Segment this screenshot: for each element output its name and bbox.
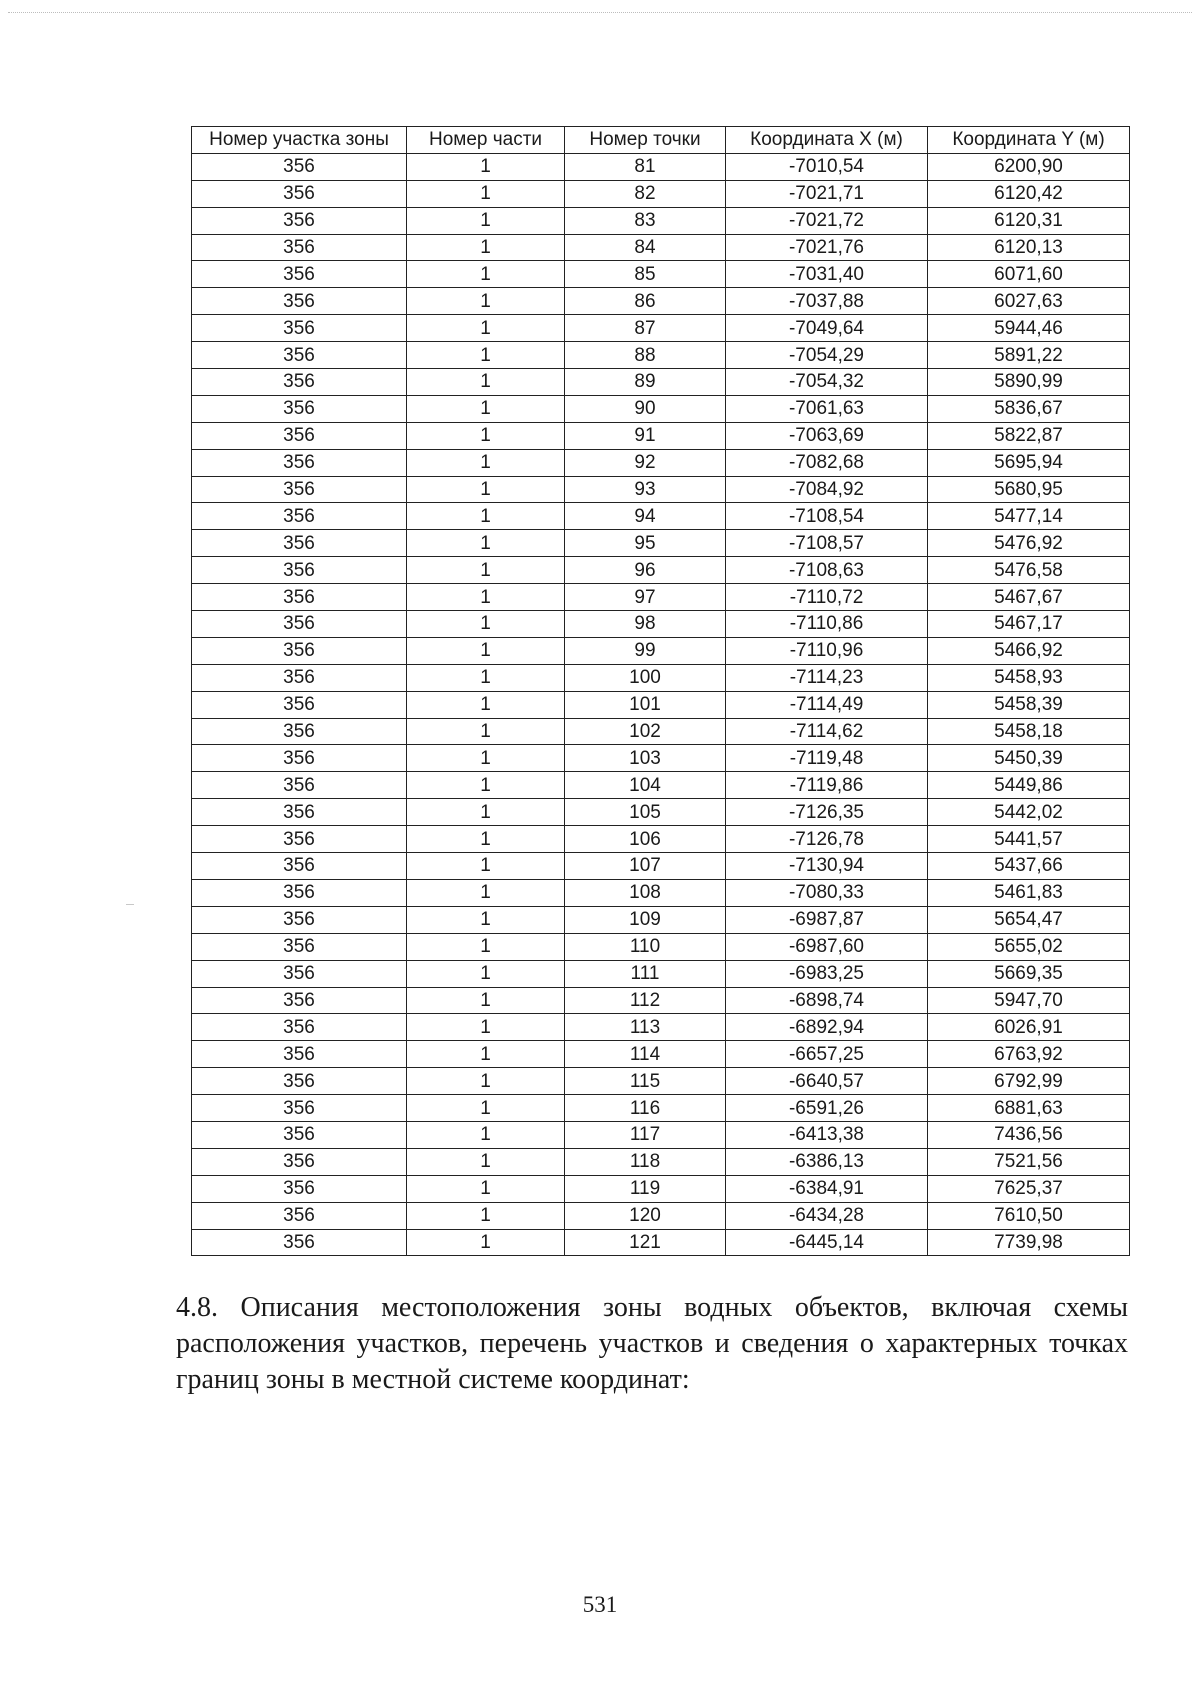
- cell-x: -6386,13: [726, 1148, 928, 1175]
- cell-zone-section: 356: [192, 879, 407, 906]
- cell-point: 105: [565, 799, 726, 826]
- cell-y: 5449,86: [928, 772, 1130, 799]
- cell-x: -7021,71: [726, 180, 928, 207]
- table-row: [192, 826, 1130, 853]
- cell-x: -7082,68: [726, 449, 928, 476]
- cell-x: -7119,86: [726, 772, 928, 799]
- table-row: [192, 261, 1130, 288]
- cell-x: -6892,94: [726, 1014, 928, 1041]
- cell-zone-section: 356: [192, 826, 407, 853]
- cell-x: -7119,48: [726, 745, 928, 772]
- cell-y: 5944,46: [928, 315, 1130, 342]
- cell-y: 5680,95: [928, 476, 1130, 503]
- cell-x: -7063,69: [726, 422, 928, 449]
- cell-point: 98: [565, 611, 726, 638]
- cell-point: 120: [565, 1202, 726, 1229]
- cell-part: 1: [407, 315, 565, 342]
- cell-part: 1: [407, 933, 565, 960]
- cell-zone-section: 356: [192, 180, 407, 207]
- cell-zone-section: 356: [192, 799, 407, 826]
- cell-part: 1: [407, 691, 565, 718]
- cell-point: 108: [565, 879, 726, 906]
- cell-x: -7108,63: [726, 557, 928, 584]
- cell-x: -7010,54: [726, 153, 928, 180]
- cell-point: 106: [565, 826, 726, 853]
- table-row: [192, 879, 1130, 906]
- cell-x: -6898,74: [726, 987, 928, 1014]
- table-row: [192, 1014, 1130, 1041]
- cell-part: 1: [407, 1175, 565, 1202]
- cell-point: 95: [565, 530, 726, 557]
- table-row: [192, 853, 1130, 880]
- cell-point: 97: [565, 584, 726, 611]
- cell-part: 1: [407, 611, 565, 638]
- cell-zone-section: 356: [192, 288, 407, 315]
- table-row: [192, 207, 1130, 234]
- cell-y: 5695,94: [928, 449, 1130, 476]
- cell-zone-section: 356: [192, 449, 407, 476]
- table-row: [192, 906, 1130, 933]
- cell-x: -6987,60: [726, 933, 928, 960]
- cell-point: 92: [565, 449, 726, 476]
- cell-part: 1: [407, 1068, 565, 1095]
- cell-part: 1: [407, 234, 565, 261]
- cell-x: -6657,25: [726, 1041, 928, 1068]
- table-row: [192, 1121, 1130, 1148]
- cell-y: 5476,92: [928, 530, 1130, 557]
- table-row: [192, 1229, 1130, 1256]
- cell-part: 1: [407, 288, 565, 315]
- cell-x: -7114,23: [726, 664, 928, 691]
- table-row: [192, 987, 1130, 1014]
- table-row: [192, 1148, 1130, 1175]
- cell-zone-section: 356: [192, 637, 407, 664]
- table-row: [192, 234, 1130, 261]
- cell-point: 91: [565, 422, 726, 449]
- cell-y: 5947,70: [928, 987, 1130, 1014]
- cell-x: -7080,33: [726, 879, 928, 906]
- header-zone-section-number: Номер участка зоны: [192, 127, 407, 154]
- cell-part: 1: [407, 745, 565, 772]
- cell-y: 6200,90: [928, 153, 1130, 180]
- cell-y: 5477,14: [928, 503, 1130, 530]
- cell-y: 5458,18: [928, 718, 1130, 745]
- cell-y: 5890,99: [928, 369, 1130, 396]
- cell-point: 82: [565, 180, 726, 207]
- cell-part: 1: [407, 180, 565, 207]
- cell-part: 1: [407, 637, 565, 664]
- cell-y: 5450,39: [928, 745, 1130, 772]
- cell-zone-section: 356: [192, 503, 407, 530]
- cell-point: 100: [565, 664, 726, 691]
- cell-part: 1: [407, 1095, 565, 1122]
- cell-y: 5442,02: [928, 799, 1130, 826]
- cell-zone-section: 356: [192, 987, 407, 1014]
- cell-part: 1: [407, 422, 565, 449]
- cell-point: 102: [565, 718, 726, 745]
- table-row: [192, 584, 1130, 611]
- cell-zone-section: 356: [192, 342, 407, 369]
- cell-part: 1: [407, 1229, 565, 1256]
- cell-y: 7739,98: [928, 1229, 1130, 1256]
- cell-part: 1: [407, 342, 565, 369]
- table-row: [192, 1041, 1130, 1068]
- cell-point: 107: [565, 853, 726, 880]
- cell-point: 113: [565, 1014, 726, 1041]
- cell-part: 1: [407, 207, 565, 234]
- cell-point: 87: [565, 315, 726, 342]
- cell-y: 7436,56: [928, 1121, 1130, 1148]
- cell-x: -7110,96: [726, 637, 928, 664]
- scan-mark: [126, 904, 134, 905]
- table-row: [192, 799, 1130, 826]
- cell-part: 1: [407, 584, 565, 611]
- cell-x: -7084,92: [726, 476, 928, 503]
- cell-part: 1: [407, 369, 565, 396]
- cell-point: 117: [565, 1121, 726, 1148]
- cell-x: -7037,88: [726, 288, 928, 315]
- cell-part: 1: [407, 879, 565, 906]
- cell-part: 1: [407, 906, 565, 933]
- cell-zone-section: 356: [192, 772, 407, 799]
- cell-y: 6026,91: [928, 1014, 1130, 1041]
- header-part-number: Номер части: [407, 127, 565, 154]
- cell-point: 99: [565, 637, 726, 664]
- table-row: [192, 772, 1130, 799]
- cell-zone-section: 356: [192, 691, 407, 718]
- cell-x: -7049,64: [726, 315, 928, 342]
- cell-y: 5476,58: [928, 557, 1130, 584]
- cell-zone-section: 356: [192, 207, 407, 234]
- cell-point: 83: [565, 207, 726, 234]
- cell-zone-section: 356: [192, 369, 407, 396]
- table-row: [192, 476, 1130, 503]
- cell-y: 6071,60: [928, 261, 1130, 288]
- cell-part: 1: [407, 557, 565, 584]
- cell-y: 6792,99: [928, 1068, 1130, 1095]
- table-row: [192, 422, 1130, 449]
- table-row: [192, 503, 1130, 530]
- cell-point: 112: [565, 987, 726, 1014]
- cell-part: 1: [407, 826, 565, 853]
- cell-y: 5466,92: [928, 637, 1130, 664]
- cell-point: 89: [565, 369, 726, 396]
- cell-part: 1: [407, 530, 565, 557]
- cell-zone-section: 356: [192, 584, 407, 611]
- cell-y: 7625,37: [928, 1175, 1130, 1202]
- cell-zone-section: 356: [192, 611, 407, 638]
- cell-y: 5458,39: [928, 691, 1130, 718]
- table-row: [192, 637, 1130, 664]
- cell-y: 5655,02: [928, 933, 1130, 960]
- cell-y: 6120,42: [928, 180, 1130, 207]
- table-row: [192, 1202, 1130, 1229]
- cell-x: -6445,14: [726, 1229, 928, 1256]
- cell-part: 1: [407, 261, 565, 288]
- cell-point: 93: [565, 476, 726, 503]
- cell-part: 1: [407, 853, 565, 880]
- table-row: [192, 449, 1130, 476]
- cell-x: -6987,87: [726, 906, 928, 933]
- cell-x: -7114,62: [726, 718, 928, 745]
- header-coordinate-x: Координата X (м): [726, 127, 928, 154]
- cell-zone-section: 356: [192, 1148, 407, 1175]
- cell-x: -7108,57: [726, 530, 928, 557]
- cell-zone-section: 356: [192, 530, 407, 557]
- cell-y: 5467,67: [928, 584, 1130, 611]
- cell-x: -7031,40: [726, 261, 928, 288]
- cell-y: 6120,13: [928, 234, 1130, 261]
- cell-zone-section: 356: [192, 315, 407, 342]
- cell-point: 121: [565, 1229, 726, 1256]
- cell-part: 1: [407, 1121, 565, 1148]
- page-top-border: [8, 12, 1192, 13]
- cell-y: 7610,50: [928, 1202, 1130, 1229]
- cell-x: -7054,32: [726, 369, 928, 396]
- cell-x: -7110,72: [726, 584, 928, 611]
- cell-zone-section: 356: [192, 395, 407, 422]
- cell-zone-section: 356: [192, 1121, 407, 1148]
- cell-part: 1: [407, 799, 565, 826]
- cell-part: 1: [407, 1041, 565, 1068]
- cell-y: 7521,56: [928, 1148, 1130, 1175]
- cell-zone-section: 356: [192, 261, 407, 288]
- table-header-row: [192, 127, 1130, 154]
- cell-y: 6881,63: [928, 1095, 1130, 1122]
- cell-zone-section: 356: [192, 557, 407, 584]
- cell-part: 1: [407, 1202, 565, 1229]
- cell-point: 101: [565, 691, 726, 718]
- cell-x: -6640,57: [726, 1068, 928, 1095]
- cell-point: 104: [565, 772, 726, 799]
- section-heading-paragraph: 4.8. Описания местоположения зоны водных объектов, включая схемы расположения участков, перечень участков и сведения о характерных точках границ зоны в местной системе координат:: [176, 1292, 1128, 1395]
- cell-part: 1: [407, 987, 565, 1014]
- page-number: 531: [582, 1592, 618, 1617]
- cell-y: 5437,66: [928, 853, 1130, 880]
- cell-point: 84: [565, 234, 726, 261]
- cell-y: 5669,35: [928, 960, 1130, 987]
- cell-zone-section: 356: [192, 933, 407, 960]
- table-row: [192, 180, 1130, 207]
- table-row: [192, 718, 1130, 745]
- cell-y: 5836,67: [928, 395, 1130, 422]
- header-point-number: Номер точки: [565, 127, 726, 154]
- cell-x: -7054,29: [726, 342, 928, 369]
- table-body: [192, 153, 1130, 1256]
- cell-y: 5461,83: [928, 879, 1130, 906]
- header-coordinate-y: Координата Y (м): [928, 127, 1130, 154]
- cell-point: 86: [565, 288, 726, 315]
- table-row: [192, 369, 1130, 396]
- table-row: [192, 315, 1130, 342]
- table-row: [192, 557, 1130, 584]
- coordinates-table-container: [191, 126, 1129, 1256]
- cell-zone-section: 356: [192, 718, 407, 745]
- cell-zone-section: 356: [192, 1202, 407, 1229]
- cell-y: 5467,17: [928, 611, 1130, 638]
- cell-point: 109: [565, 906, 726, 933]
- cell-y: 6763,92: [928, 1041, 1130, 1068]
- cell-x: -6384,91: [726, 1175, 928, 1202]
- table-row: [192, 530, 1130, 557]
- cell-y: 6120,31: [928, 207, 1130, 234]
- cell-part: 1: [407, 664, 565, 691]
- cell-y: 5891,22: [928, 342, 1130, 369]
- cell-zone-section: 356: [192, 1175, 407, 1202]
- cell-x: -7110,86: [726, 611, 928, 638]
- cell-zone-section: 356: [192, 476, 407, 503]
- table-row: [192, 664, 1130, 691]
- cell-x: -6434,28: [726, 1202, 928, 1229]
- cell-y: 5822,87: [928, 422, 1130, 449]
- table-row: [192, 960, 1130, 987]
- cell-zone-section: 356: [192, 906, 407, 933]
- table-row: [192, 1175, 1130, 1202]
- table-row: [192, 611, 1130, 638]
- cell-part: 1: [407, 1148, 565, 1175]
- cell-part: 1: [407, 476, 565, 503]
- cell-zone-section: 356: [192, 422, 407, 449]
- cell-point: 81: [565, 153, 726, 180]
- table-row: [192, 395, 1130, 422]
- table-row: [192, 153, 1130, 180]
- cell-zone-section: 356: [192, 853, 407, 880]
- cell-part: 1: [407, 153, 565, 180]
- cell-x: -7061,63: [726, 395, 928, 422]
- cell-y: 5441,57: [928, 826, 1130, 853]
- cell-zone-section: 356: [192, 234, 407, 261]
- cell-part: 1: [407, 960, 565, 987]
- cell-point: 110: [565, 933, 726, 960]
- table-row: [192, 1095, 1130, 1122]
- cell-point: 111: [565, 960, 726, 987]
- cell-x: -6413,38: [726, 1121, 928, 1148]
- cell-y: 6027,63: [928, 288, 1130, 315]
- cell-x: -7108,54: [726, 503, 928, 530]
- cell-zone-section: 356: [192, 1095, 407, 1122]
- cell-point: 103: [565, 745, 726, 772]
- cell-y: 5654,47: [928, 906, 1130, 933]
- table-row: [192, 342, 1130, 369]
- table-row: [192, 288, 1130, 315]
- cell-point: 116: [565, 1095, 726, 1122]
- cell-zone-section: 356: [192, 1229, 407, 1256]
- cell-point: 115: [565, 1068, 726, 1095]
- cell-x: -6591,26: [726, 1095, 928, 1122]
- cell-point: 94: [565, 503, 726, 530]
- cell-zone-section: 356: [192, 1068, 407, 1095]
- cell-point: 114: [565, 1041, 726, 1068]
- cell-zone-section: 356: [192, 664, 407, 691]
- cell-point: 119: [565, 1175, 726, 1202]
- cell-x: -7021,76: [726, 234, 928, 261]
- cell-zone-section: 356: [192, 960, 407, 987]
- cell-x: -7114,49: [726, 691, 928, 718]
- cell-zone-section: 356: [192, 745, 407, 772]
- cell-part: 1: [407, 1014, 565, 1041]
- cell-x: -7130,94: [726, 853, 928, 880]
- table-row: [192, 933, 1130, 960]
- cell-point: 118: [565, 1148, 726, 1175]
- cell-y: 5458,93: [928, 664, 1130, 691]
- table-row: [192, 745, 1130, 772]
- cell-part: 1: [407, 395, 565, 422]
- table-row: [192, 691, 1130, 718]
- cell-point: 96: [565, 557, 726, 584]
- cell-part: 1: [407, 503, 565, 530]
- cell-part: 1: [407, 449, 565, 476]
- cell-x: -7126,78: [726, 826, 928, 853]
- cell-part: 1: [407, 772, 565, 799]
- cell-point: 85: [565, 261, 726, 288]
- cell-zone-section: 356: [192, 1014, 407, 1041]
- cell-zone-section: 356: [192, 153, 407, 180]
- cell-part: 1: [407, 718, 565, 745]
- cell-x: -7126,35: [726, 799, 928, 826]
- table-row: [192, 1068, 1130, 1095]
- cell-point: 88: [565, 342, 726, 369]
- cell-point: 90: [565, 395, 726, 422]
- cell-x: -7021,72: [726, 207, 928, 234]
- cell-x: -6983,25: [726, 960, 928, 987]
- coordinates-table: [191, 126, 1130, 1256]
- cell-zone-section: 356: [192, 1041, 407, 1068]
